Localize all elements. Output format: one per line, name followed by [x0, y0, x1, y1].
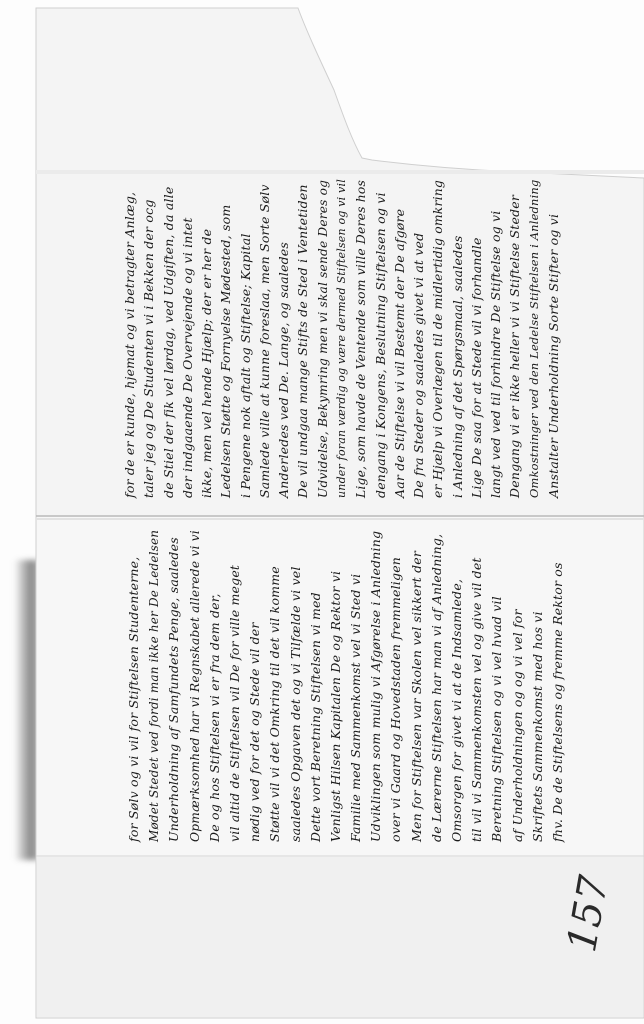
handwritten-line: er Hjælp vi Overlægen til de midlertidig omkring	[431, 180, 446, 498]
handwritten-line: vil altid de Stiftelsen vil De for ville meget	[226, 564, 242, 842]
handwritten-line: ikke, men vel hende Hjælp; der er her de	[199, 228, 215, 498]
handwritten-line: Dengang vi er ikke heller vi vi Stiftelse Steder	[507, 194, 523, 498]
handwritten-line: over vi Gaard og Hovedstaden fremmeligen	[388, 556, 404, 842]
handwritten-line: under foran værdig og være dermed Stiftelsen og vi vil	[335, 179, 348, 498]
handwritten-line: Dette vort Beretning Stiftelsen vi med	[307, 592, 323, 842]
handwritten-line: Venligst Hilsen Kapitalen De og Rektor vi	[327, 570, 343, 842]
handwritten-line: saaledes Opgaven det og vi Tilfælde vi vel	[287, 566, 303, 842]
lower-flap	[37, 857, 643, 1017]
handwritten-line: Skriftets Sammenkomst med hos vi	[529, 611, 545, 842]
handwritten-line: Mødet Stedet ved fordi man ikke her De Ledelsen	[147, 529, 162, 842]
handwritten-line: fhv. De de Stiftelsens og fremme Rektor os	[550, 562, 565, 842]
handwritten-line: Opmærksomhed har vi Regnskabet allerede vi vi	[187, 530, 202, 842]
handwritten-line: De og hos Stiftelsen vi er fra dem der,	[206, 593, 222, 842]
handwritten-line: Beretning Stiftelsen og vi vel hvad vil	[489, 596, 505, 842]
handwritten-line: langt ved ved til forhindre De Stiftelse og vi	[488, 210, 504, 498]
archive-number: 157	[559, 872, 618, 956]
handwritten-line: Omsorgen for givet vi at de Indsamlede,	[449, 578, 465, 842]
handwritten-line: Aar de Stiftelse vi vil Bestemt der De afgøre	[391, 208, 407, 498]
handwritten-line: de Stiel der fik vel lørdag, ved Udgiften, da alle	[160, 186, 176, 498]
handwritten-line: dengang i Kongens, Beslutning Stiftelsen og vi	[372, 192, 388, 498]
handwritten-line: for Sølv og vi vil for Stiftelsen Studenterne,	[126, 556, 141, 842]
handwritten-line: i Pengene nok aftalt og Stiftelse; Kapital	[237, 233, 253, 498]
handwritten-line: taler jeg og De Studenten vi i Bekken der ocg	[141, 199, 157, 498]
handwritten-line: Ledelsen Støtte og Fornyelse Mødested, som	[218, 204, 234, 498]
handwritten-line: Familie med Sammenkomst vel vi Sted vi	[348, 573, 364, 842]
upper-fold-band	[36, 170, 644, 174]
handwritten-line: Anstalter Underholdning Sorte Stifter og vi	[546, 213, 561, 498]
handwritten-line: Lige De saa for at Stede vil vi forhandle	[468, 237, 484, 498]
handwritten-line: Lige, som havde de Ventende som ville Deres hos	[354, 180, 369, 498]
handwritten-line: De vil undgaa mange Stifts de Sted i Ventetiden	[295, 184, 311, 498]
handwritten-line: der indgaaende De Overvejende og vi intet	[179, 217, 195, 498]
handwritten-line: Underholdning af Samfundets Penge, saaledes	[166, 537, 182, 842]
handwritten-line: de Lærerne Stiftelsen har man vi af Anledning,	[428, 533, 444, 842]
handwritten-line: De fra Steder og saaledes givet vi at ved	[411, 232, 427, 498]
handwritten-line: nødig ved for det og Stede vil der	[247, 622, 263, 842]
handwritten-line: Udvidelse, Bekymring men vi skal sende Deres og	[315, 179, 330, 498]
handwritten-line: i Anledning af det Spørgsmaal, saaledes	[449, 235, 465, 498]
handwritten-line: Samlede ville at kunne foreslaa, men Sorte Sølv	[256, 184, 272, 498]
handwritten-line: for de er kunde, hjemat og vi betragter Anlæg,	[122, 191, 137, 498]
handwritten-line: af Underholdningen og og vi vel for	[509, 609, 525, 842]
handwritten-line: til vil vi Sammenkomsten vel og give vil det	[469, 557, 485, 842]
handwritten-line: Udviklingen som mulig vi Afgørelse i Anledning	[368, 530, 384, 842]
handwritten-line: Anderledes ved De. Lange, og saaledes	[276, 241, 292, 498]
handwritten-line: Omkostninger ved den Ledelse Stiftelsen i Anledning	[526, 179, 541, 498]
handwritten-line: Men for Stiftelsen var Skolen vel sikkert der	[408, 550, 424, 842]
handwritten-line: Støtte vil vi det Omkring til det vil komme	[267, 566, 283, 842]
